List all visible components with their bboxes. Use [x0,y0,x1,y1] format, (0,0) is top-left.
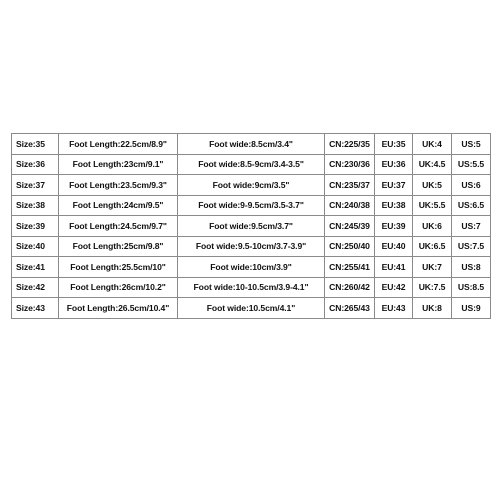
uk-size-cell: UK:6 [413,216,452,237]
uk-size-cell: UK:5.5 [413,195,452,216]
foot-length-cell: Foot Length:26cm/10.2" [59,277,178,298]
us-size-cell: US:9 [452,298,491,319]
size-cell: Size:37 [12,175,59,196]
uk-size-cell: UK:6.5 [413,236,452,257]
us-size-cell: US:7 [452,216,491,237]
eu-size-cell: EU:39 [375,216,413,237]
eu-size-cell: EU:42 [375,277,413,298]
cn-size-cell: CN:265/43 [325,298,375,319]
uk-size-cell: UK:5 [413,175,452,196]
eu-size-cell: EU:43 [375,298,413,319]
cn-size-cell: CN:245/39 [325,216,375,237]
foot-width-cell: Foot wide:9cm/3.5" [178,175,325,196]
cn-size-cell: CN:240/38 [325,195,375,216]
foot-length-cell: Foot Length:23.5cm/9.3" [59,175,178,196]
table-row [12,216,491,237]
foot-length-cell: Foot Length:25cm/9.8" [59,236,178,257]
foot-length-cell: Foot Length:26.5cm/10.4" [59,298,178,319]
table-row [12,277,491,298]
foot-length-cell: Foot Length:23cm/9.1" [59,154,178,175]
table-row [12,134,491,155]
eu-size-cell: EU:38 [375,195,413,216]
us-size-cell: US:6 [452,175,491,196]
us-size-cell: US:8 [452,257,491,278]
size-chart-table [11,133,491,319]
foot-length-cell: Foot Length:22.5cm/8.9" [59,134,178,155]
us-size-cell: US:5.5 [452,154,491,175]
us-size-cell: US:6.5 [452,195,491,216]
size-cell: Size:43 [12,298,59,319]
table-row [12,257,491,278]
foot-width-cell: Foot wide:10cm/3.9" [178,257,325,278]
eu-size-cell: EU:37 [375,175,413,196]
size-cell: Size:39 [12,216,59,237]
uk-size-cell: UK:8 [413,298,452,319]
table-row [12,298,491,319]
size-cell: Size:36 [12,154,59,175]
foot-length-cell: Foot Length:24.5cm/9.7" [59,216,178,237]
foot-width-cell: Foot wide:8.5cm/3.4" [178,134,325,155]
foot-length-cell: Foot Length:24cm/9.5" [59,195,178,216]
table-row [12,154,491,175]
foot-width-cell: Foot wide:9.5cm/3.7" [178,216,325,237]
size-cell: Size:40 [12,236,59,257]
us-size-cell: US:5 [452,134,491,155]
cn-size-cell: CN:250/40 [325,236,375,257]
size-cell: Size:35 [12,134,59,155]
cn-size-cell: CN:255/41 [325,257,375,278]
eu-size-cell: EU:41 [375,257,413,278]
cn-size-cell: CN:230/36 [325,154,375,175]
eu-size-cell: EU:40 [375,236,413,257]
cn-size-cell: CN:225/35 [325,134,375,155]
eu-size-cell: EU:35 [375,134,413,155]
uk-size-cell: UK:4 [413,134,452,155]
table-row [12,175,491,196]
us-size-cell: US:7.5 [452,236,491,257]
foot-length-cell: Foot Length:25.5cm/10" [59,257,178,278]
size-chart-body [12,134,491,319]
foot-width-cell: Foot wide:9-9.5cm/3.5-3.7" [178,195,325,216]
us-size-cell: US:8.5 [452,277,491,298]
size-cell: Size:42 [12,277,59,298]
uk-size-cell: UK:7 [413,257,452,278]
eu-size-cell: EU:36 [375,154,413,175]
table-row [12,195,491,216]
foot-width-cell: Foot wide:9.5-10cm/3.7-3.9" [178,236,325,257]
table-row [12,236,491,257]
uk-size-cell: UK:7.5 [413,277,452,298]
size-cell: Size:41 [12,257,59,278]
foot-width-cell: Foot wide:10.5cm/4.1" [178,298,325,319]
foot-width-cell: Foot wide:10-10.5cm/3.9-4.1" [178,277,325,298]
foot-width-cell: Foot wide:8.5-9cm/3.4-3.5" [178,154,325,175]
cn-size-cell: CN:235/37 [325,175,375,196]
cn-size-cell: CN:260/42 [325,277,375,298]
size-cell: Size:38 [12,195,59,216]
uk-size-cell: UK:4.5 [413,154,452,175]
